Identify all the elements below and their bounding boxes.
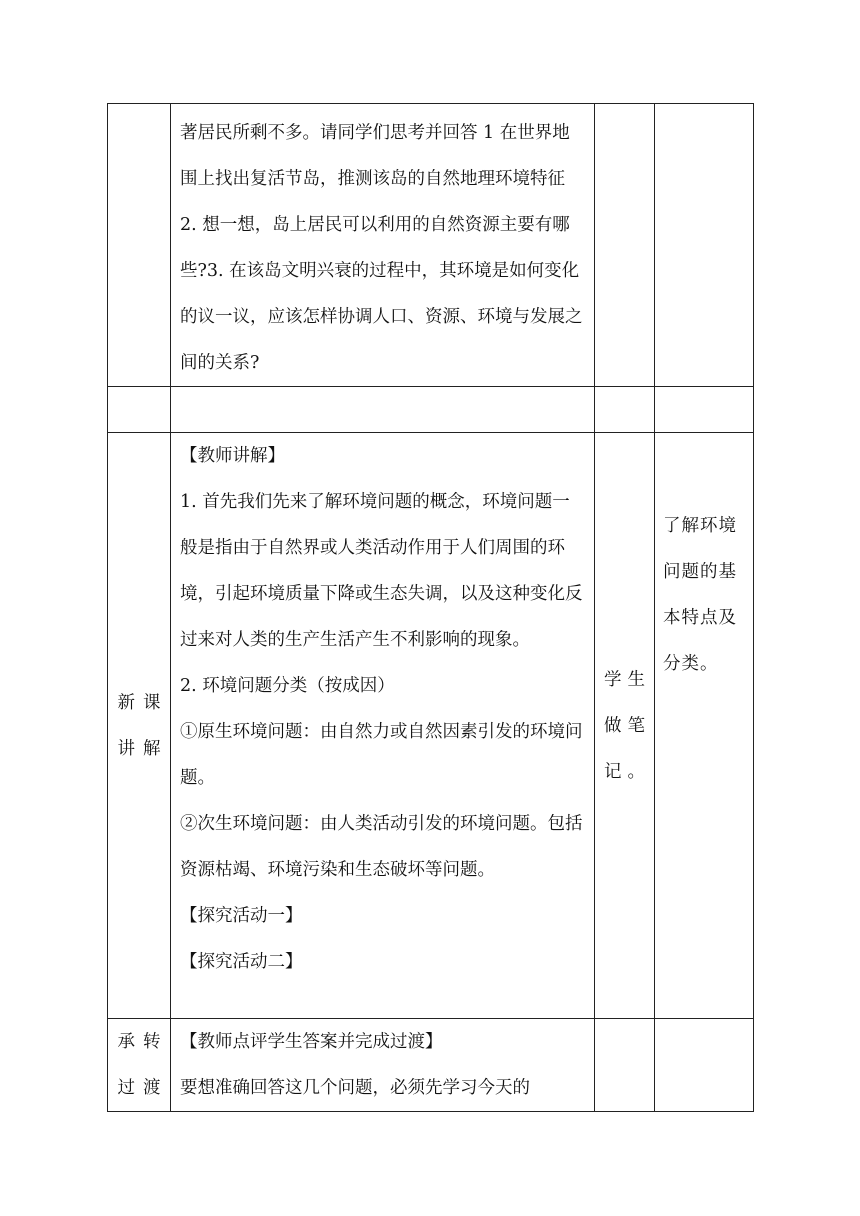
- content-paragraph: 要想准确回答这几个问题，必须先学习今天的: [180, 1078, 530, 1098]
- table-row: [108, 433, 754, 1019]
- design-purpose-text: 了解环境问题的基本特点及分类。: [663, 516, 737, 674]
- content-cell: [171, 1019, 595, 1112]
- stage-cell: [108, 387, 171, 433]
- content-cell: [171, 387, 595, 433]
- section-heading: 【探究活动二】: [180, 952, 303, 972]
- content-paragraph: 2. 环境问题分类（按成因）: [180, 676, 395, 696]
- design-purpose-cell: [655, 387, 754, 433]
- section-heading: 【探究活动一】: [180, 906, 303, 926]
- student-activity-cell: [595, 387, 655, 433]
- student-activity-cell: [595, 104, 655, 387]
- content-cell: [171, 433, 595, 1019]
- stage-label: 新课讲解: [117, 692, 169, 759]
- content-paragraph: ②次生环境问题：由人类活动引发的环境问题。包括资源枯竭、环境污染和生态破坏等问题。: [180, 814, 583, 880]
- table-row: [108, 387, 754, 433]
- stage-cell: [108, 1019, 171, 1112]
- stage-cell: [108, 104, 171, 387]
- section-heading: 【教师点评学生答案并完成过渡】: [180, 1032, 443, 1052]
- content-cell: [171, 104, 595, 387]
- content-paragraph: 1. 首先我们先来了解环境问题的概念，环境问题一般是指由于自然界或人类活动作用于人们周围的环境，引起环境质量下降或生态失调，以及这种变化反过来对人类的生产生活产生不利影响的现象。: [180, 492, 583, 650]
- lesson-plan-table: [107, 103, 754, 1112]
- content-paragraph: 著居民所剩不多。请同学们思考并回答 1 在世界地围上找出复活节岛，推测该岛的自然地理环境特征 2. 想一想，岛上居民可以利用的自然资源主要有哪些?3. 在该岛文明兴衰的过程中，其环境是如何变化的议一议，应该怎样协调人口、资源、环境与发展之间的关系?: [180, 123, 583, 373]
- table-row: [108, 104, 754, 387]
- design-purpose-cell: [655, 433, 754, 1019]
- content-paragraph: ①原生环境问题：由自然力或自然因素引发的环境问题。: [180, 722, 583, 788]
- section-heading: 【教师讲解】: [180, 446, 285, 466]
- stage-label: 承转过渡: [117, 1032, 169, 1098]
- stage-cell: [108, 433, 171, 1019]
- design-purpose-cell: [655, 104, 754, 387]
- student-activity-text: 学生做笔记。: [604, 669, 651, 782]
- design-purpose-cell: [655, 1019, 754, 1112]
- table-row: [108, 1019, 754, 1112]
- student-activity-cell: [595, 1019, 655, 1112]
- student-activity-cell: [595, 433, 655, 1019]
